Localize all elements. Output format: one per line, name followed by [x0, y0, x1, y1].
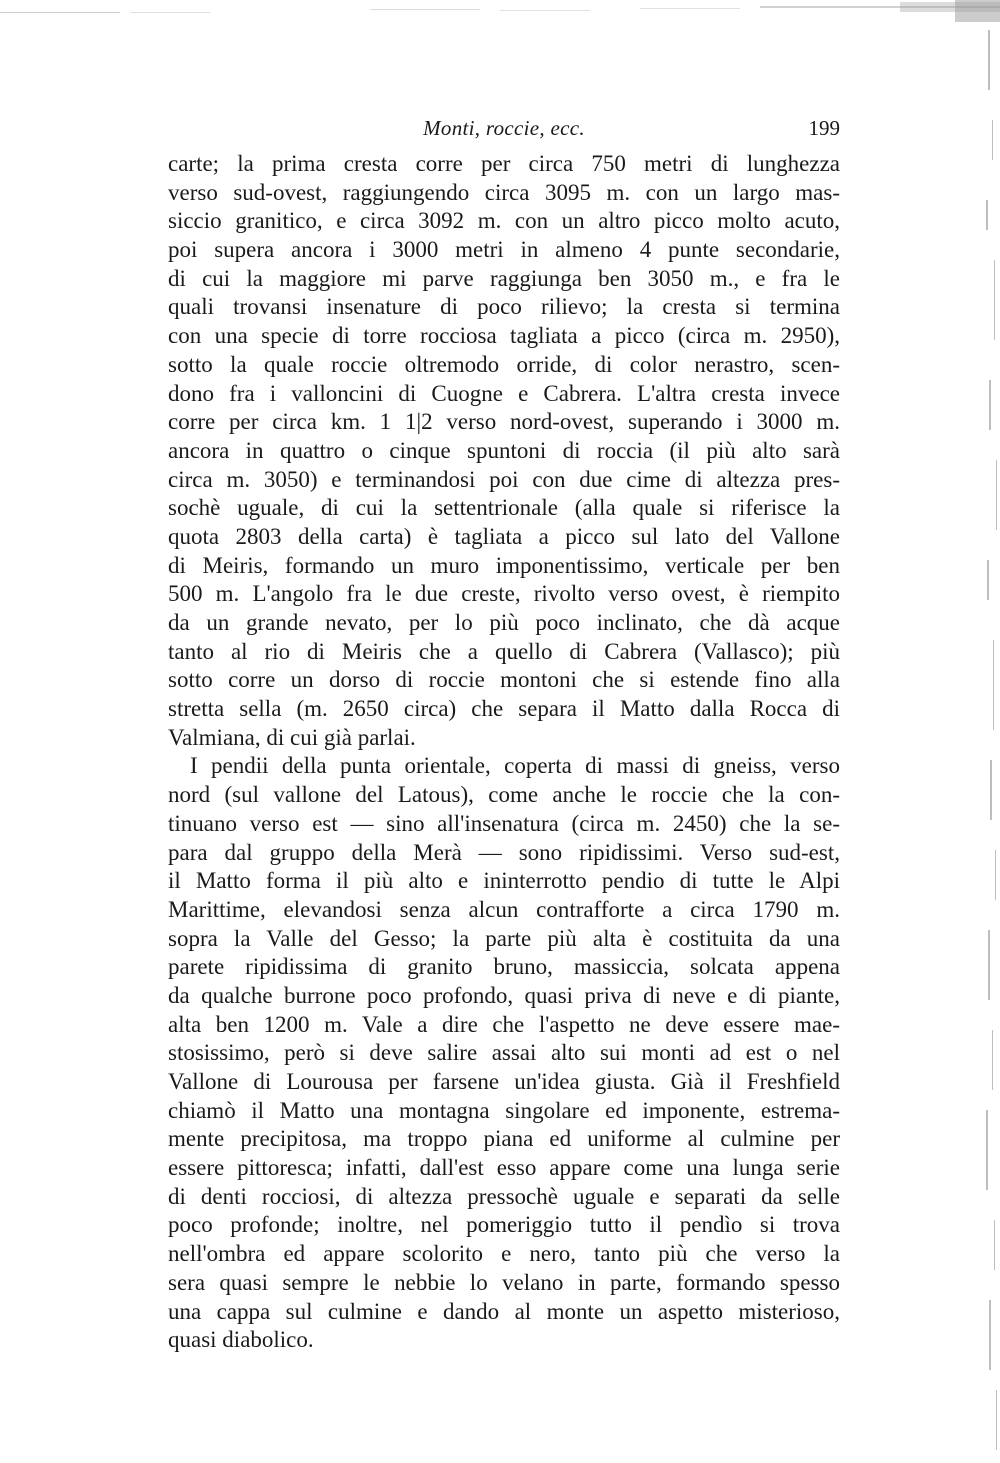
text-line: sotto corre un dorso di roccie montoni che si estende fino alla [168, 667, 840, 693]
scan-noise-top [0, 0, 1000, 40]
text-line: nord (sul vallone del Latous), come anche le roccie che la con- [168, 782, 840, 808]
text-line: quota 2803 della carta) è tagliata a picco sul lato del Vallone [168, 523, 840, 549]
text-line: poi supera ancora i 3000 metri in almeno 4 punte secondarie, [168, 237, 840, 263]
text-line: tanto al rio di Meiris che a quello di Cabrera (Vallasco); più [168, 638, 840, 664]
text-line: essere pittoresca; infatti, dall'est esso appare come una lunga serie [168, 1155, 840, 1181]
text-line: una cappa sul culmine e dando al monte un aspetto misterioso, [168, 1298, 840, 1324]
text-line: 500 m. L'angolo fra le due creste, rivolto verso ovest, è riempito [168, 581, 840, 607]
scan-noise-right-edge [974, 0, 1000, 1463]
text-line: stosissimo, però si deve salire assai alto sui monti ad est o nel [168, 1040, 840, 1066]
text-line: di cui la maggiore mi parve raggiunga ben 3050 m., e fra le [168, 265, 840, 291]
text-line: Valmiana, di cui già parlai. [168, 724, 416, 750]
paragraph [168, 752, 840, 1354]
text-line: sera quasi sempre le nebbie lo velano in parte, formando spesso [168, 1269, 840, 1295]
text-line: stretta sella (m. 2650 circa) che separa il Matto dalla Rocca di [168, 696, 840, 722]
text-line: di denti rocciosi, di altezza pressochè uguale e separati da selle [168, 1183, 840, 1209]
page-number: 199 [808, 116, 840, 140]
text-line: quasi diabolico. [168, 1327, 314, 1353]
text-line: parete ripidissima di granito bruno, massiccia, solcata appena [168, 954, 840, 980]
text-line: di Meiris, formando un muro imponentissimo, verticale per ben [168, 552, 840, 578]
text-line: chiamò il Matto una montagna singolare ed imponente, estrema- [168, 1097, 840, 1123]
running-title: Monti, roccie, ecc. [423, 116, 585, 140]
text-line: circa m. 3050) e terminandosi poi con due cime di altezza pres- [168, 466, 840, 492]
text-line: para dal gruppo della Merà — sono ripidissimi. Verso sud-est, [168, 839, 840, 865]
text-line: sotto la quale roccie oltremodo orride, di color nerastro, scen- [168, 351, 840, 377]
text-line: sopra la Valle del Gesso; la parte più alta è costituita da una [168, 925, 840, 951]
text-line: tinuano verso est — sino all'insenatura (circa m. 2450) che la se- [168, 810, 840, 836]
page-header [168, 116, 840, 146]
text-line: siccio granitico, e circa 3092 m. con un altro picco molto acuto, [168, 208, 840, 234]
text-line: mente precipitosa, ma troppo piana ed uniforme al culmine per [168, 1126, 840, 1152]
text-line: dono fra i valloncini di Cuogne e Cabrera. L'altra cresta invece [168, 380, 840, 406]
text-line: da qualche burrone poco profondo, quasi priva di neve e di piante, [168, 982, 840, 1008]
text-line: verso sud-ovest, raggiungendo circa 3095 m. con un largo mas- [168, 179, 840, 205]
text-line: I pendii della punta orientale, coperta di massi di gneiss, verso [190, 753, 840, 779]
text-line: Marittime, elevandosi senza alcun contrafforte a circa 1790 m. [168, 896, 840, 922]
text-line: corre per circa km. 1 1|2 verso nord-ovest, superando i 3000 m. [168, 409, 840, 435]
text-line: alta ben 1200 m. Vale a dire che l'aspetto ne deve essere mae- [168, 1011, 840, 1037]
body-text [168, 150, 840, 1355]
text-line: poco profonde; inoltre, nel pomeriggio tutto il pendìo si trova [168, 1212, 840, 1238]
text-line: sochè uguale, di cui la settentrionale (alla quale si riferisce la [168, 495, 840, 521]
text-line: carte; la prima cresta corre per circa 750 metri di lunghezza [168, 151, 840, 176]
text-line: ancora in quattro o cinque spuntoni di roccia (il più alto sarà [168, 437, 840, 463]
text-line: da un grande nevato, per lo più poco inclinato, che dà acque [168, 610, 840, 635]
text-line: con una specie di torre rocciosa tagliata a picco (circa m. 2950), [168, 323, 840, 349]
text-line: il Matto forma il più alto e ininterrotto pendio di tutte le Alpi [168, 868, 840, 894]
paragraph [168, 150, 840, 752]
text-line: Vallone di Lourousa per farsene un'idea giusta. Già il Freshfield [168, 1069, 840, 1094]
text-line: nell'ombra ed appare scolorito e nero, tanto più che verso la [168, 1241, 840, 1267]
text-line: quali trovansi insenature di poco rilievo; la cresta si termina [168, 294, 840, 320]
